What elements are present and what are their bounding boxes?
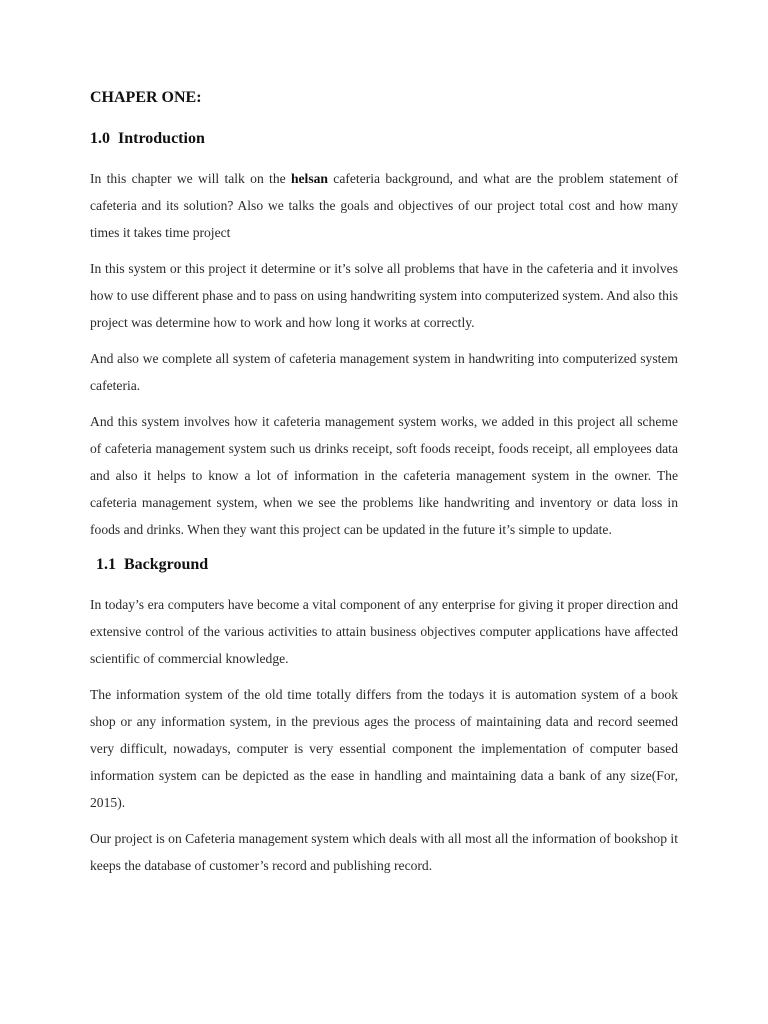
paragraph — [90, 165, 678, 246]
bold-term: helsan — [290, 171, 328, 186]
paragraph: And this system involves how it cafeteria management system works, we added in this project all scheme of cafeteria management system such us drinks receipt, soft foods receipt, foods receipt, all employees data and also it helps to know a lot of information in the cafeteria management system in the owner. The cafeteria management system, when we see the problems like handwriting and inventory or data loss in foods and drinks. When they want this project can be updated in the future it’s simple to update. — [90, 414, 678, 537]
paragraph: Our project is on Cafeteria management system which deals with all most all the information of bookshop it keeps the database of customer’s record and publishing record. — [90, 831, 678, 873]
paragraph: And also we complete all system of cafeteria management system in handwriting into computerized system cafeteria. — [90, 351, 678, 393]
paragraph-text: cafeteria background, and what are the problem statement of cafeteria and its solution? Also we talks the goals and objectives of our project total cost and how many times it takes time project — [90, 171, 679, 240]
paragraph: In this system or this project it determine or it’s solve all problems that have in the cafeteria and it involves how to use different phase and to pass on using handwriting system into computerized system. And also this project was determine how to work and how long it works at correctly. — [90, 261, 678, 330]
section-title: Introduction — [118, 130, 205, 147]
section-title: Background — [124, 556, 209, 573]
paragraph: The information system of the old time totally differs from the todays it is automation system of a book shop or any information system, in the previous ages the process of maintaining data and record seemed very difficult, nowadays, computer is very essential component the implementation of computer based information system can be depicted as the ease in handling and maintaining data a bank of any size(For, 2015). — [90, 687, 678, 810]
chapter-title: CHAPER ONE: — [90, 89, 202, 106]
section-number: 1.1 — [96, 556, 116, 573]
section-heading-introduction — [90, 129, 678, 149]
section-heading-background — [90, 555, 678, 575]
document-body — [90, 88, 678, 888]
paragraph: In today’s era computers have become a vital component of any enterprise for giving it proper direction and extensive control of the various activities to attain business objectives computer applications have affected scientific of commercial knowledge. — [90, 597, 678, 666]
section-number: 1.0 — [90, 130, 110, 147]
paragraph-text: In this chapter we will talk on the — [90, 171, 291, 186]
